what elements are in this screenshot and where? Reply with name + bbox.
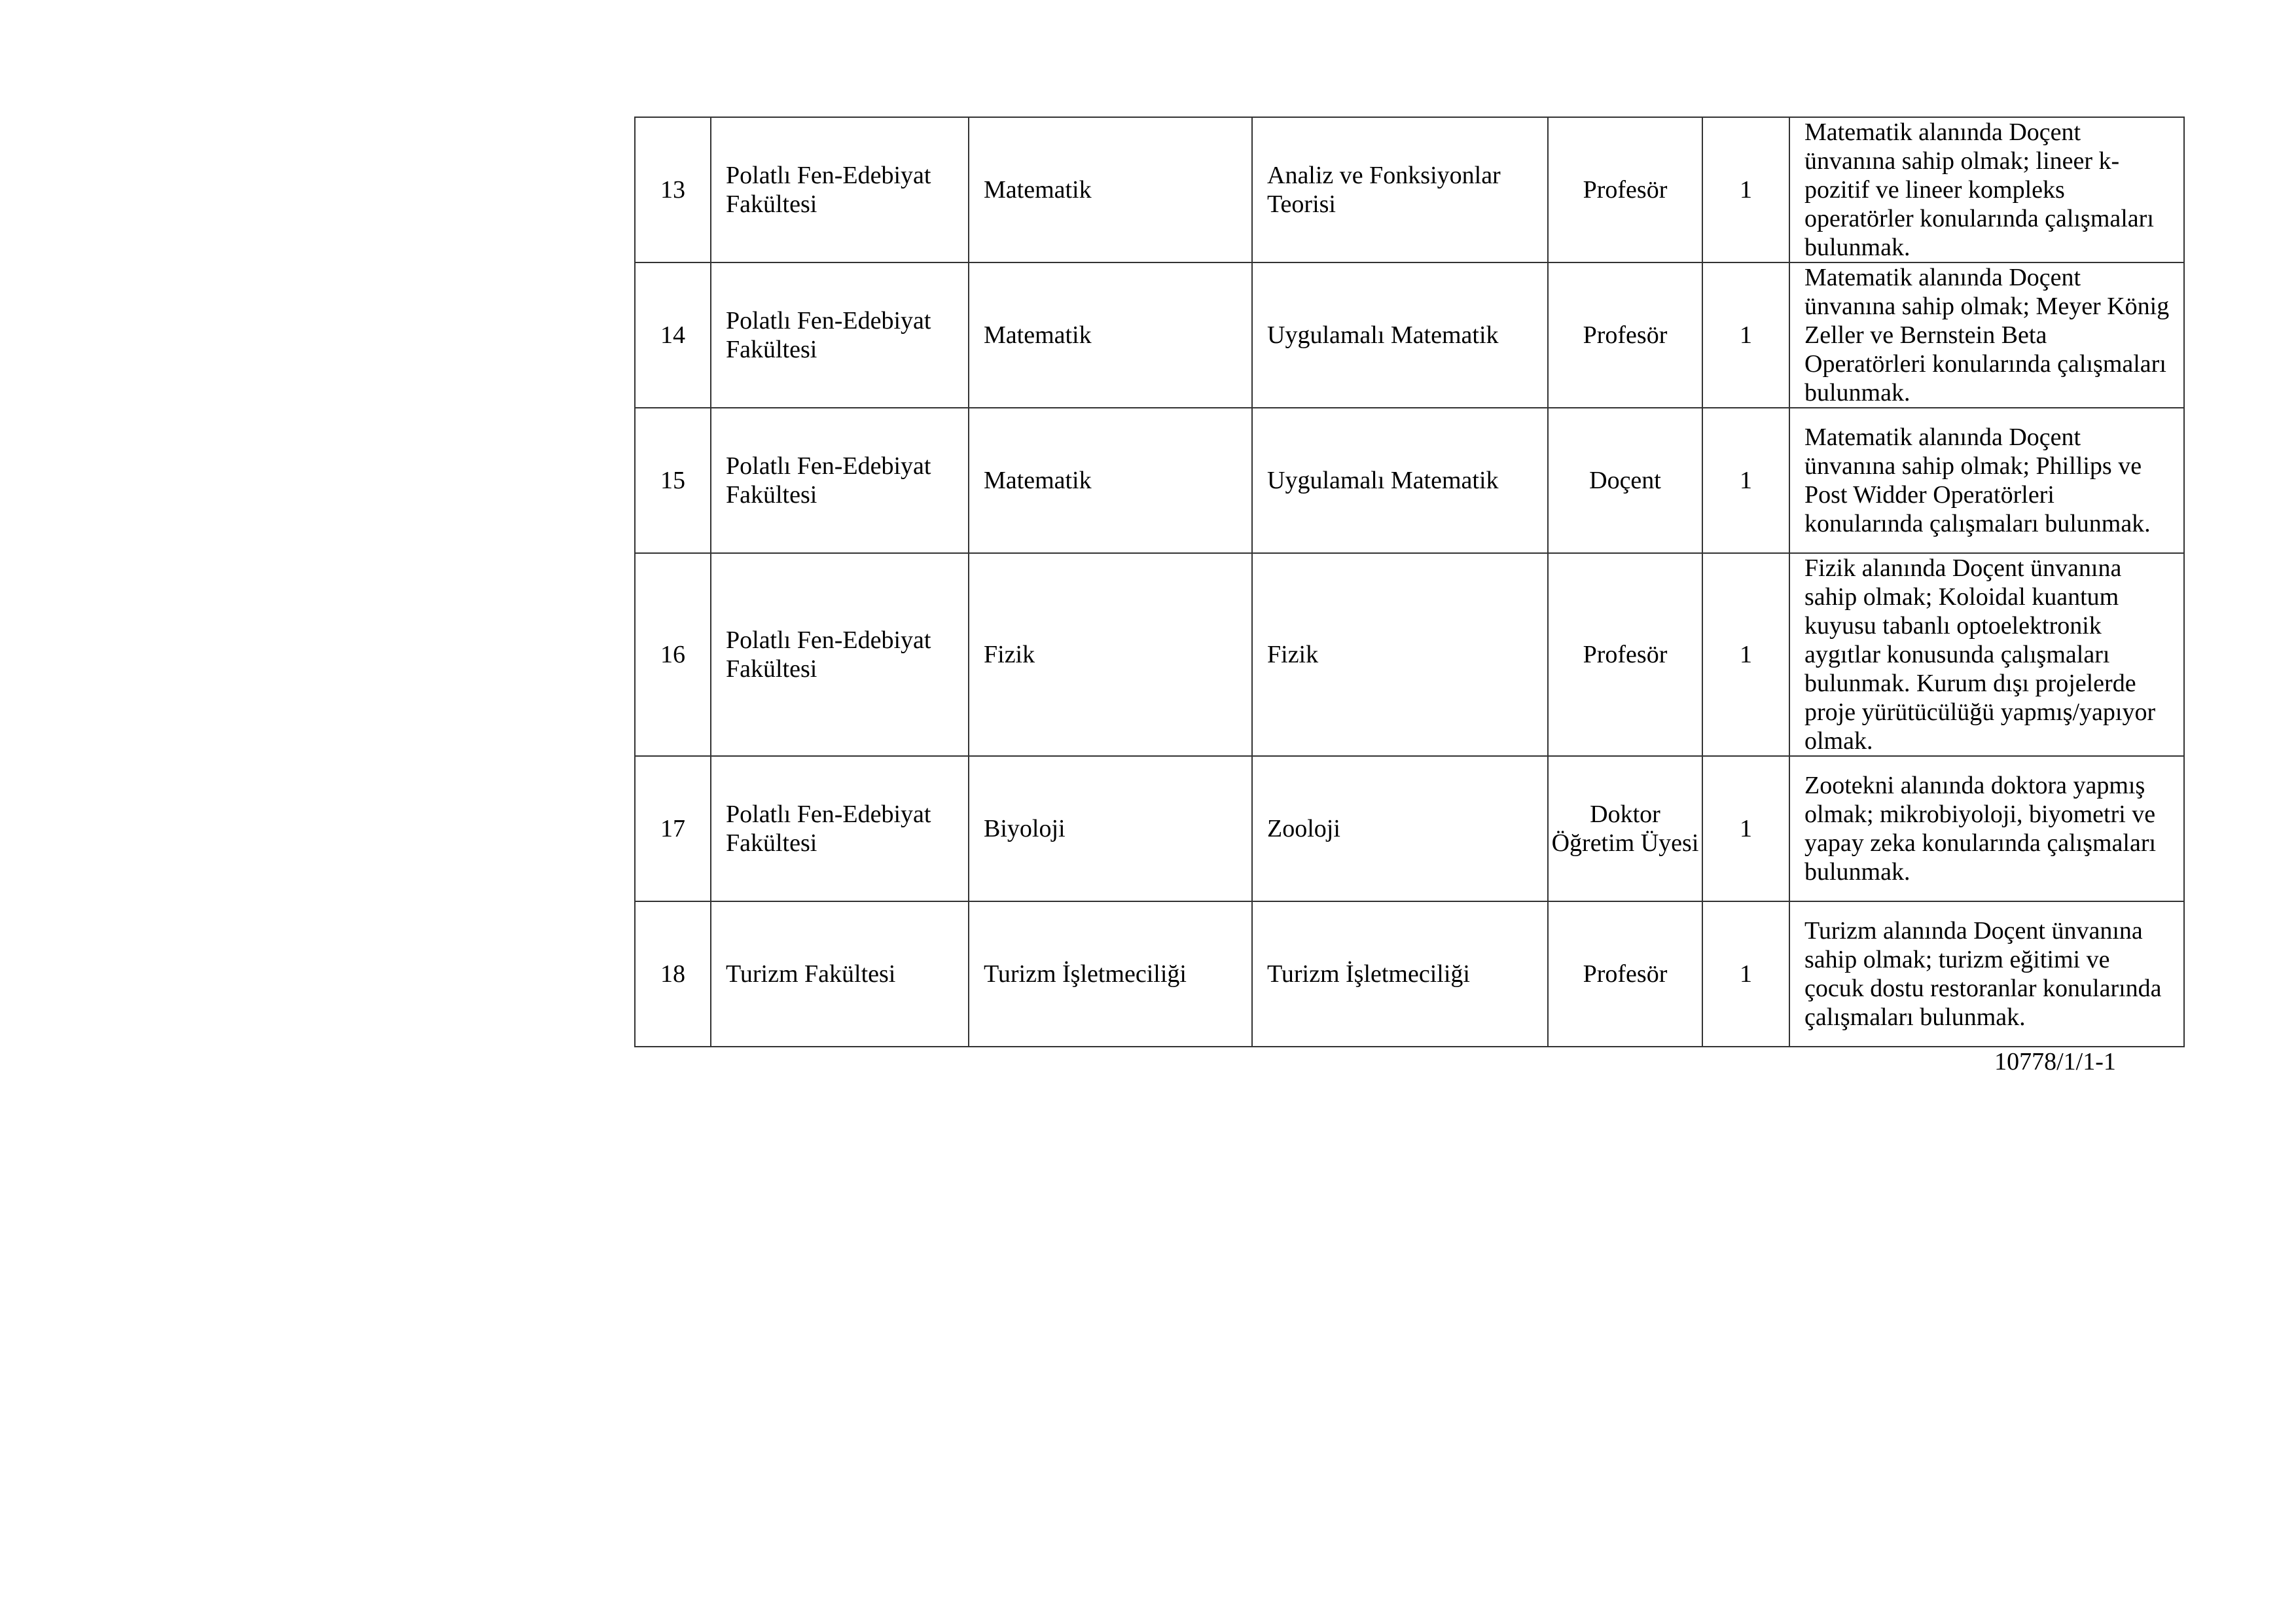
row-number: 17	[635, 756, 711, 901]
table-row	[635, 117, 2184, 262]
department-cell: Turizm İşletmeciliği	[969, 901, 1252, 1047]
field-cell: Zooloji	[1252, 756, 1548, 901]
title-cell: Doçent	[1548, 408, 1702, 553]
position-count-cell: 1	[1702, 262, 1789, 408]
field-cell: Fizik	[1252, 553, 1548, 756]
requirement-cell: Matematik alanında Doçent ünvanına sahip olmak; lineer k-pozitif ve lineer kompleks operatörler konularında çalışmaları bulunmak.	[1789, 117, 2184, 262]
department-cell: Fizik	[969, 553, 1252, 756]
requirement-cell: Matematik alanında Doçent ünvanına sahip olmak; Phillips ve Post Widder Operatörleri konularında çalışmaları bulunmak.	[1789, 408, 2184, 553]
position-count-cell: 1	[1702, 553, 1789, 756]
table-row	[635, 553, 2184, 756]
row-number: 16	[635, 553, 711, 756]
title-cell: Profesör	[1548, 262, 1702, 408]
table-row	[635, 756, 2184, 901]
requirement-cell: Fizik alanında Doçent ünvanına sahip olmak; Koloidal kuantum kuyusu tabanlı optoelektronik aygıtlar konusunda çalışmaları bulunmak. Kurum dışı projelerde proje yürütücülüğü yapmış/yapıyor olmak.	[1789, 553, 2184, 756]
table-row	[635, 262, 2184, 408]
title-cell: Profesör	[1548, 117, 1702, 262]
row-number: 15	[635, 408, 711, 553]
position-count-cell: 1	[1702, 408, 1789, 553]
department-cell: Biyoloji	[969, 756, 1252, 901]
requirement-cell: Turizm alanında Doçent ünvanına sahip olmak; turizm eğitimi ve çocuk dostu restoranlar konularında çalışmaları bulunmak.	[1789, 901, 2184, 1047]
faculty-cell: Turizm Fakültesi	[711, 901, 969, 1047]
department-cell: Matematik	[969, 262, 1252, 408]
title-cell: Doktor Öğretim Üyesi	[1548, 756, 1702, 901]
position-count-cell: 1	[1702, 901, 1789, 1047]
row-number: 14	[635, 262, 711, 408]
staff-positions-table	[634, 117, 2185, 1047]
faculty-cell: Polatlı Fen-Edebiyat Fakültesi	[711, 553, 969, 756]
faculty-cell: Polatlı Fen-Edebiyat Fakültesi	[711, 262, 969, 408]
department-cell: Matematik	[969, 408, 1252, 553]
requirement-cell: Zootekni alanında doktora yapmış olmak; mikrobiyoloji, biyometri ve yapay zeka konularında çalışmaları bulunmak.	[1789, 756, 2184, 901]
title-cell: Profesör	[1548, 901, 1702, 1047]
field-cell: Analiz ve Fonksiyonlar Teorisi	[1252, 117, 1548, 262]
row-number: 13	[635, 117, 711, 262]
table-row	[635, 901, 2184, 1047]
requirement-cell: Matematik alanında Doçent ünvanına sahip olmak; Meyer König Zeller ve Bernstein Beta Operatörleri konularında çalışmaları bulunmak.	[1789, 262, 2184, 408]
field-cell: Uygulamalı Matematik	[1252, 262, 1548, 408]
faculty-cell: Polatlı Fen-Edebiyat Fakültesi	[711, 117, 969, 262]
document-reference-code: 10778/1/1-1	[1994, 1048, 2116, 1075]
field-cell: Turizm İşletmeciliği	[1252, 901, 1548, 1047]
department-cell: Matematik	[969, 117, 1252, 262]
faculty-cell: Polatlı Fen-Edebiyat Fakültesi	[711, 408, 969, 553]
position-count-cell: 1	[1702, 117, 1789, 262]
position-count-cell: 1	[1702, 756, 1789, 901]
row-number: 18	[635, 901, 711, 1047]
faculty-cell: Polatlı Fen-Edebiyat Fakültesi	[711, 756, 969, 901]
table-row	[635, 408, 2184, 553]
field-cell: Uygulamalı Matematik	[1252, 408, 1548, 553]
title-cell: Profesör	[1548, 553, 1702, 756]
